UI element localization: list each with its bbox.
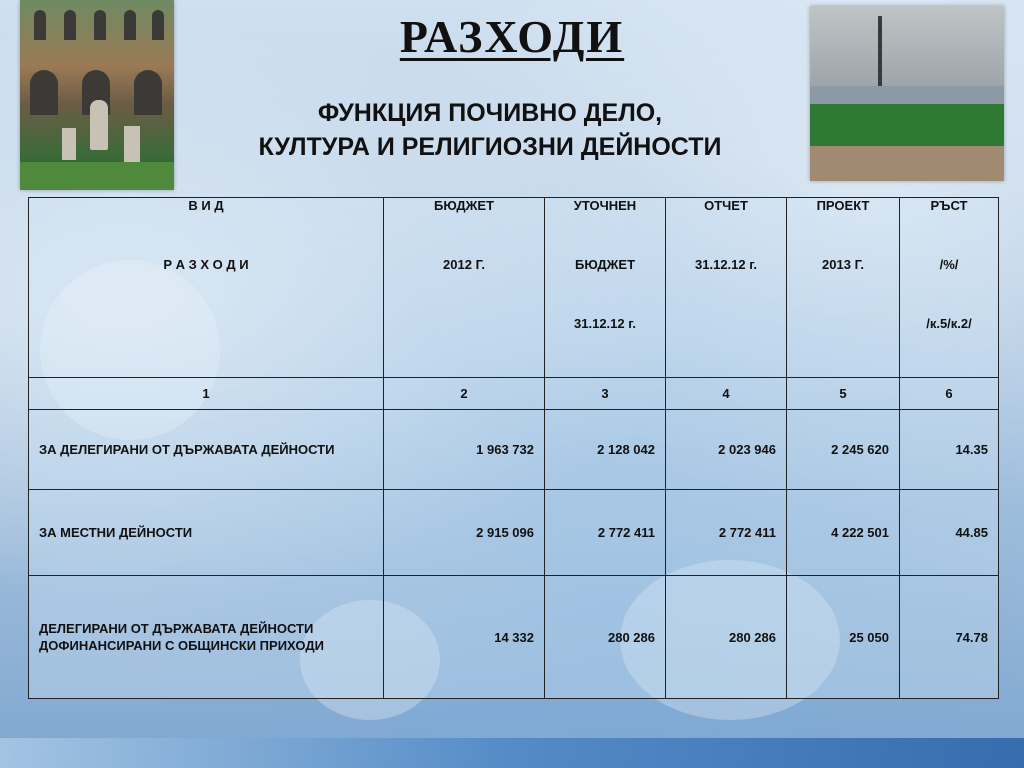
table-row (29, 576, 999, 699)
cell-budget: 2 915 096 (384, 490, 545, 576)
cell-project: 25 050 (787, 576, 900, 699)
cell-report: 280 286 (666, 576, 787, 699)
cell-report: 2 023 946 (666, 410, 787, 490)
cell-project: 2 245 620 (787, 410, 900, 490)
column-number: 1 (29, 378, 384, 410)
table-row (29, 410, 999, 490)
header-cell-project: ПРОЕКТ 2013 Г. (787, 198, 900, 378)
column-number: 3 (545, 378, 666, 410)
row-label: ЗА ДЕЛЕГИРАНИ ОТ ДЪРЖАВАТА ДЕЙНОСТИ (29, 410, 384, 490)
table-row (29, 490, 999, 576)
header-cell-growth: РЪСТ /%/ /к.5/к.2/ (900, 198, 999, 378)
column-number-row (29, 378, 999, 410)
cell-updated-budget: 2 772 411 (545, 490, 666, 576)
header-cell-budget: БЮДЖЕТ 2012 Г. (384, 198, 545, 378)
column-number: 4 (666, 378, 787, 410)
expenses-table (28, 197, 999, 699)
header-cell-type: В И Д Р А З Х О Д И (29, 198, 384, 378)
cell-budget: 1 963 732 (384, 410, 545, 490)
page-title: РАЗХОДИ (399, 11, 625, 62)
column-number: 6 (900, 378, 999, 410)
cell-growth: 14.35 (900, 410, 999, 490)
cell-growth: 74.78 (900, 576, 999, 699)
row-label: ЗА МЕСТНИ ДЕЙНОСТИ (29, 490, 384, 576)
cell-updated-budget: 280 286 (545, 576, 666, 699)
cell-updated-budget: 2 128 042 (545, 410, 666, 490)
row-label: ДЕЛЕГИРАНИ ОТ ДЪРЖАВАТА ДЕЙНОСТИ ДОФИНАНСИРАНИ С ОБЩИНСКИ ПРИХОДИ (29, 576, 384, 699)
cell-report: 2 772 411 (666, 490, 787, 576)
header-cell-updated-budget: УТОЧНЕН БЮДЖЕТ 31.12.12 г. (545, 198, 666, 378)
cell-project: 4 222 501 (787, 490, 900, 576)
cell-budget: 14 332 (384, 576, 545, 699)
column-number: 2 (384, 378, 545, 410)
page-subtitle: ФУНКЦИЯ ПОЧИВНО ДЕЛО, КУЛТУРА И РЕЛИГИОЗНИ ДЕЙНОСТИ (258, 99, 722, 161)
cell-growth: 44.85 (900, 490, 999, 576)
bottom-stripe (0, 738, 1024, 768)
column-number: 5 (787, 378, 900, 410)
table-header-row (29, 198, 999, 378)
header-cell-report: ОТЧЕТ 31.12.12 г. (666, 198, 787, 378)
